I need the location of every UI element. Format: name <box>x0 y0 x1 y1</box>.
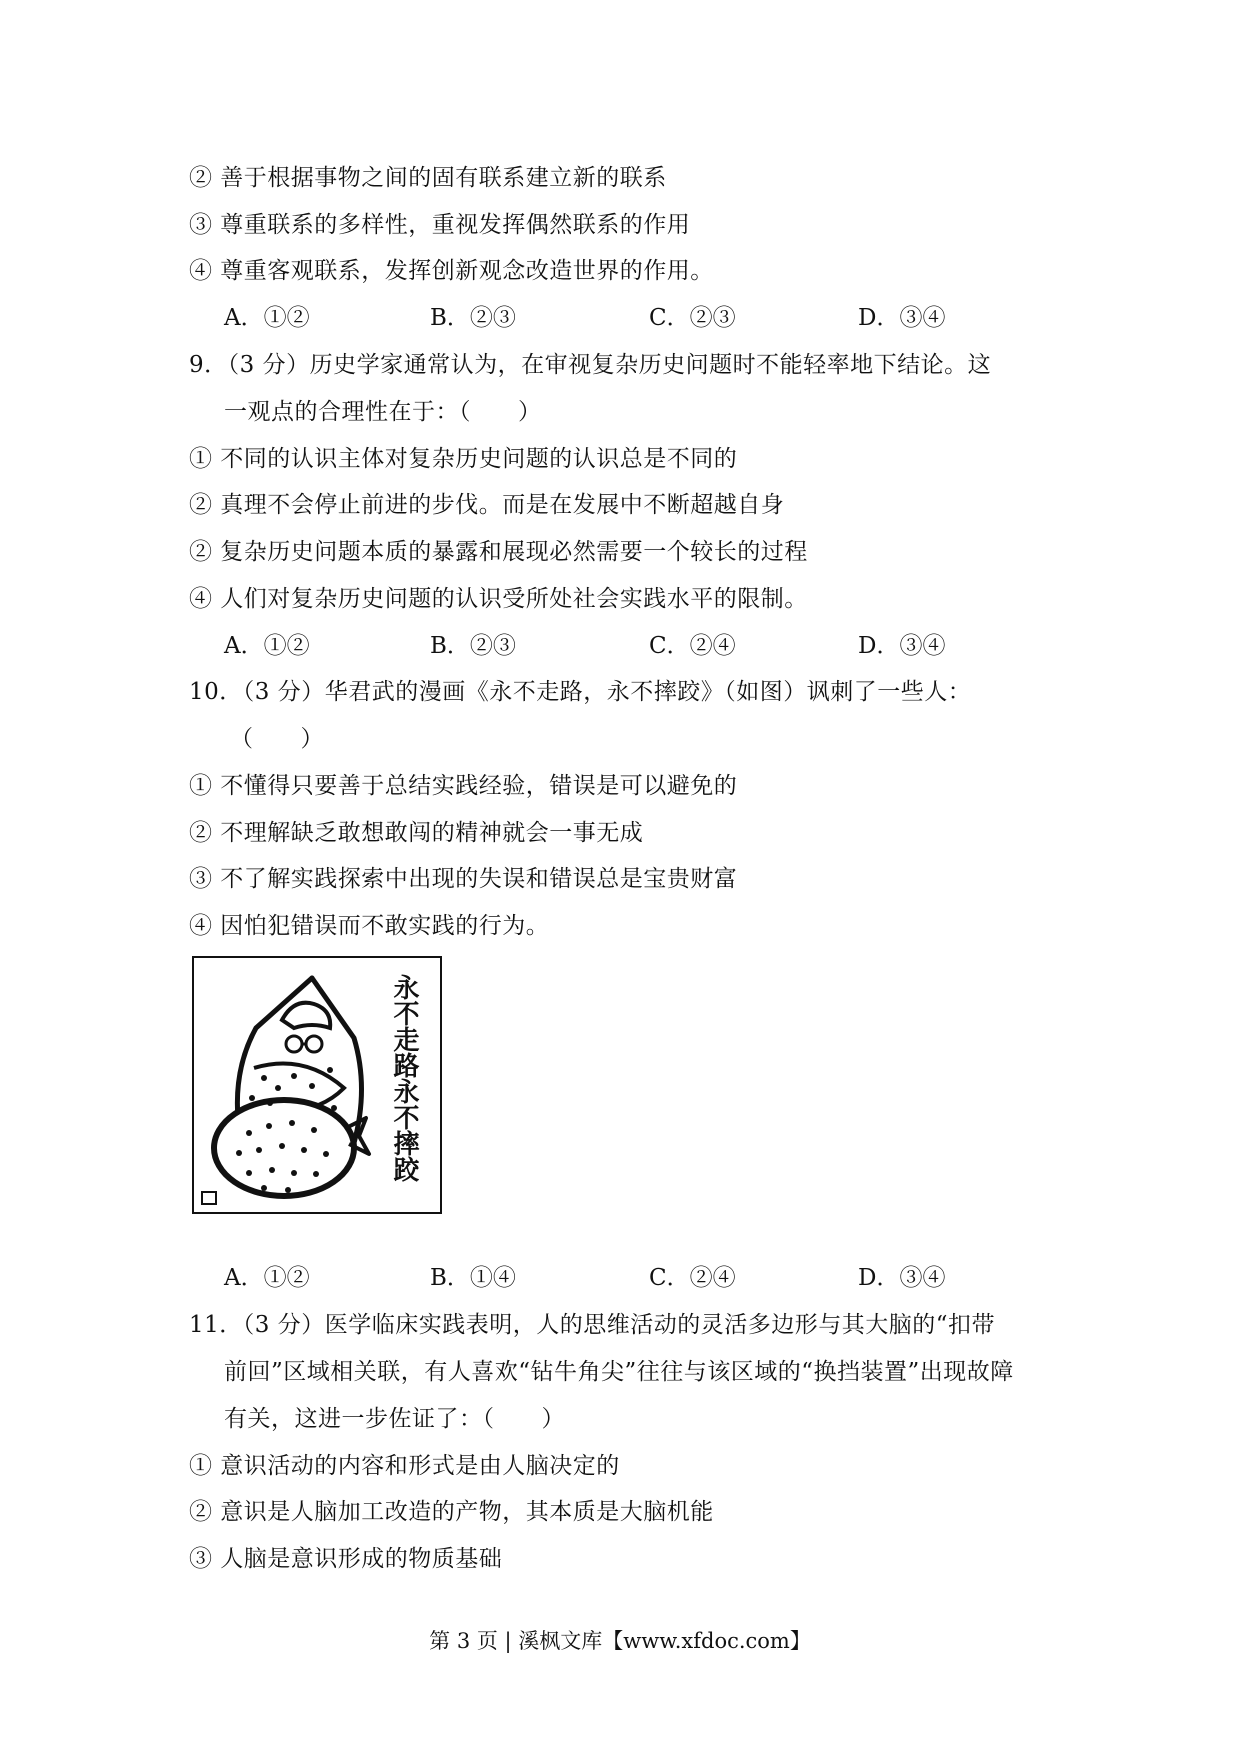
q8-option-c[interactable]: C．②③ <box>649 305 736 331</box>
q9-item-3: ② 复杂历史问题本质的暴露和展现必然需要一个较长的过程 <box>189 539 808 565</box>
cartoon-image <box>192 956 442 1214</box>
q9-option-c[interactable]: C．②④ <box>649 633 736 659</box>
q11-item-3: ③ 人脑是意识形成的物质基础 <box>189 1546 503 1572</box>
q8-option-a[interactable]: A．①② <box>224 305 310 331</box>
q9-option-d[interactable]: D．③④ <box>858 633 946 659</box>
q9-options <box>224 631 984 661</box>
q11-item-2: ② 意识是人脑加工改造的产物，其本质是大脑机能 <box>189 1499 714 1525</box>
q11-item-1: ① 意识活动的内容和形式是由人脑决定的 <box>189 1453 620 1479</box>
q10-item-2: ② 不理解缺乏敢想敢闯的精神就会一事无成 <box>189 820 644 846</box>
q9-item-1: ① 不同的认识主体对复杂历史问题的认识总是不同的 <box>189 446 738 472</box>
q10-item-4: ④ 因怕犯错误而不敢实践的行为。 <box>189 913 550 939</box>
q8-options <box>224 303 984 333</box>
q10-options <box>224 1263 984 1293</box>
q9-option-a[interactable]: A．①② <box>224 633 310 659</box>
q10-stem-line-2: （ ） <box>230 726 324 752</box>
cartoon-caption: 永不走路永不摔跤 <box>389 974 419 1182</box>
q11-stem-line-1: 11．（3 分）医学临床实践表明，人的思维活动的灵活多边形与其大脑的“扣带 <box>189 1312 995 1338</box>
q9-stem-line-1: 9．（3 分）历史学家通常认为，在审视复杂历史问题时不能轻率地下结论。这 <box>189 352 992 378</box>
page-footer: 第 3 页 | 溪枫文库【www.xfdoc.com】 <box>429 1629 811 1653</box>
q10-option-c[interactable]: C．②④ <box>649 1265 736 1291</box>
q11-stem-line-2: 前回”区域相关联，有人喜欢“钻牛角尖”往往与该区域的“换挡装置”出现故障 <box>224 1359 1014 1385</box>
q10-option-a[interactable]: A．①② <box>224 1265 310 1291</box>
q10-item-3: ③ 不了解实践探索中出现的失误和错误总是宝贵财富 <box>189 866 738 892</box>
q11-stem-line-3: 有关，这进一步佐证了：（ ） <box>224 1406 565 1432</box>
q8-option-b[interactable]: B．②③ <box>430 305 516 331</box>
q8-item-3: ③ 尊重联系的多样性，重视发挥偶然联系的作用 <box>189 212 691 238</box>
q10-option-d[interactable]: D．③④ <box>858 1265 946 1291</box>
q10-item-1: ① 不懂得只要善于总结实践经验，错误是可以避免的 <box>189 773 738 799</box>
q9-item-4: ④ 人们对复杂历史问题的认识受所处社会实践水平的限制。 <box>189 586 808 612</box>
q10-stem-line-1: 10．（3 分）华君武的漫画《永不走路，永不摔跤》（如图）讽刺了一些人： <box>189 679 972 705</box>
q8-option-d[interactable]: D．③④ <box>858 305 946 331</box>
q8-item-2: ② 善于根据事物之间的固有联系建立新的联系 <box>189 165 667 191</box>
q10-option-b[interactable]: B．①④ <box>430 1265 516 1291</box>
q9-item-2: ② 真理不会停止前进的步伐。而是在发展中不断超越自身 <box>189 492 785 518</box>
q9-stem-line-2: 一观点的合理性在于：（ ） <box>224 399 542 425</box>
q9-option-b[interactable]: B．②③ <box>430 633 516 659</box>
q8-item-4: ④ 尊重客观联系，发挥创新观念改造世界的作用。 <box>189 258 714 284</box>
